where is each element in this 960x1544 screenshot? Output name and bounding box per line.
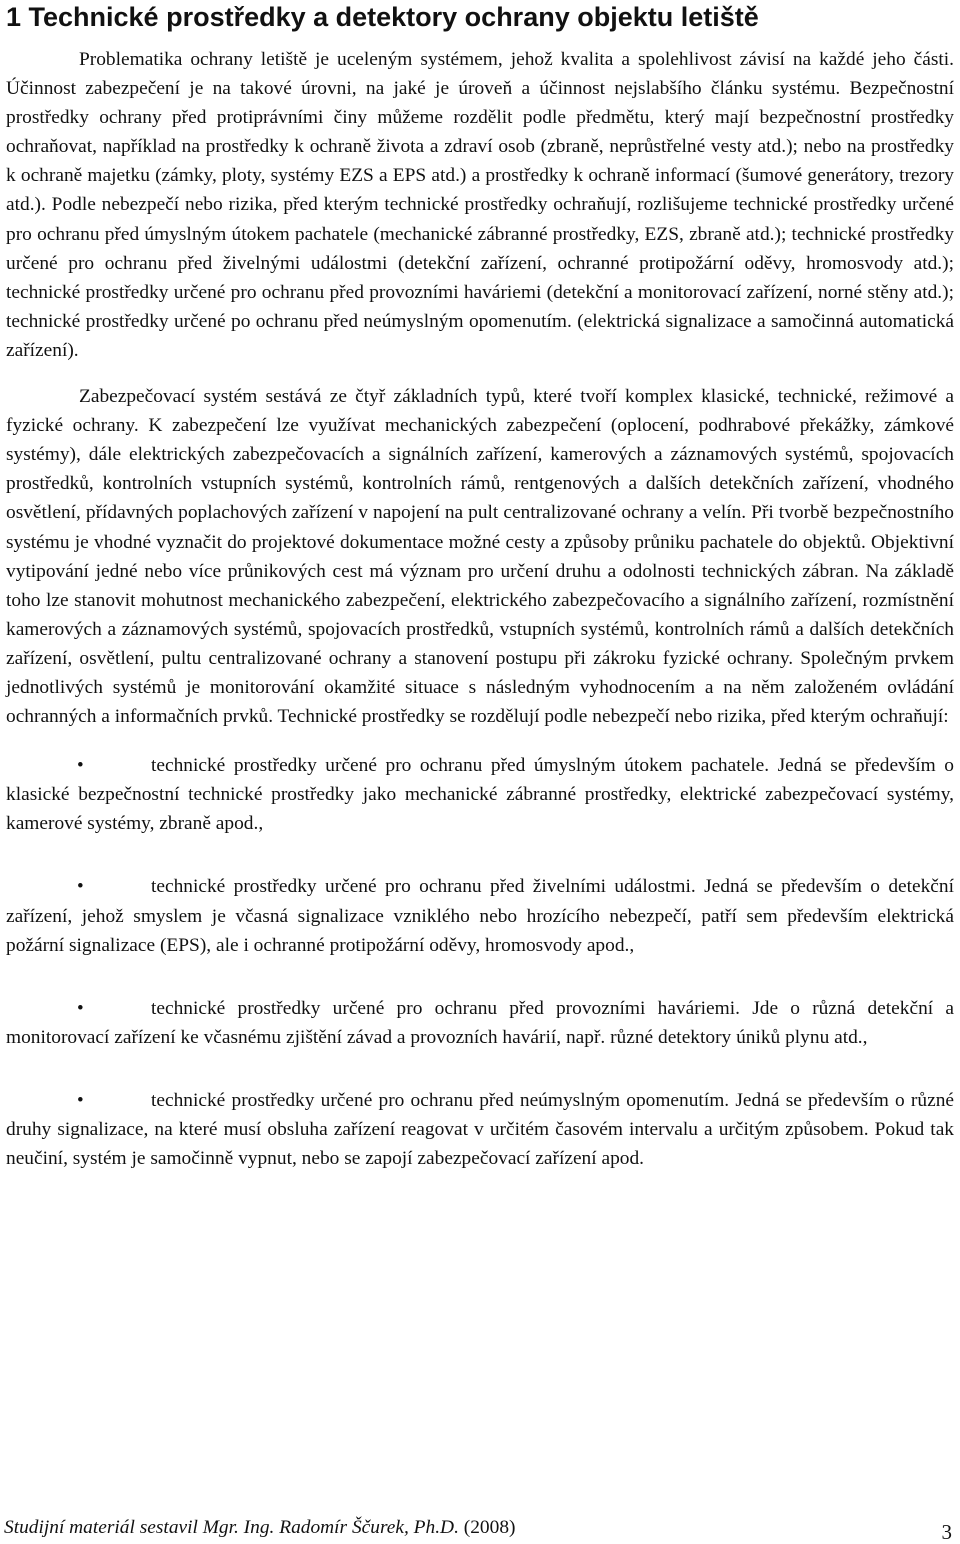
- bullet-icon: •: [77, 755, 84, 777]
- body-paragraph: Problematika ochrany letiště je uceleným systémem, jehož kvalita a spolehlivost závisí na každé jeho části. Účinnost zabezpečení je na takové úrovni, na jaké je úroveň a účinnost nejslabšího článku systému. Bezpečnostní prostředky ochrany před protiprávními činy můžeme rozdělit podle předmětu, který mají bezpečnostní prostředky ochraňovat, například na prostředky k ochraně života a zdraví osob (zbraně, neprůstřelné vesty atd.); nebo na prostředky k ochraně majetku (zámky, ploty, systémy EZS a EPS atd.) a prostředky k ochraně informací (šumové generátory, trezory atd.). Podle nebezpečí nebo rizika, před kterým technické prostředky ochraňují, rozlišujeme technické prostředky určené pro ochranu před úmyslným útokem pachatele (mechanické zábranné prostředky, EZS, zbraně atd.); technické prostředky určené pro ochranu před živelnými událostmi (detekční zařízení, ochranné protipožární oděvy, hromosvody atd.); technické prostředky určené pro ochranu před provozními haváriemi (detekční a monitorovací zařízení, norné stěny atd.); technické prostředky určené po ochranu před neúmyslným opomenutím. (elektrická signalizace a samočinná automatická zařízení).: [6, 49, 954, 361]
- footer-author: Studijní materiál sestavil Mgr. Ing. Radomír Ščurek, Ph.D.: [4, 1517, 459, 1538]
- list-item: [6, 751, 954, 838]
- list-item-text: technické prostředky určené pro ochranu před úmyslným útokem pachatele. Jedná se především o klasické bezpečnostní technické prostředky jako mechanické zábranné prostředky, elektrické zabezpečovací systémy, kamerové systémy, zbraně apod.,: [6, 755, 954, 835]
- list-item-text: technické prostředky určené pro ochranu před živelními událostmi. Jedná se především o detekční zařízení, jehož smyslem je včasná signalizace vzniklého nebo hrozícího nebezpečí, patří sem především elektrická požární signalizace (EPS), ale i ochranné protipožární oděvy, hromosvody apod.,: [6, 876, 954, 956]
- page-footer: [4, 1516, 954, 1544]
- document-body: [6, 45, 954, 1173]
- section-heading: 1 Technické prostředky a detektory ochrany objektu letiště: [6, 2, 759, 32]
- bullet-icon: •: [77, 997, 84, 1019]
- bullet-icon: •: [77, 876, 84, 898]
- footer-year: (2008): [463, 1517, 516, 1538]
- list-item-text: technické prostředky určené pro ochranu před neúmyslným opomenutím. Jedná se především o různé druhy signalizace, na které musí obsluha zařízení reagovat v určitém časovém intervalu a určitým způsobem. Pokud tak neučiní, systém je samočinně vypnut, nebo se zapojí zabezpečovací zařízení apod.: [6, 1089, 954, 1170]
- list-item: [6, 1086, 954, 1173]
- page-number: 3: [941, 1520, 952, 1544]
- body-paragraph: Zabezpečovací systém sestává ze čtyř základních typů, které tvoří komplex klasické, technické, režimové a fyzické ochrany. K zabezpečení lze využívat mechanických zabezpečení (oplocení, podhrabové překážky, zámkové systémy), dále elektrických zabezpečovacích a signálních zařízení, kamerových a záznamových systémů, spojovacích prostředků, kontrolních vstupních systémů, kontrolních rámů, rentgenových a dalších detekčních zařízení, vhodného osvětlení, přídavných poplachových zařízení v napojení na pult centralizované ochrany a velín. Při tvorbě bezpečnostního systému je vhodné vyznačit do projektové dokumentace možné cesty a způsoby průniku pachatele do objektů. Objektivní vytipování jedné nebo více průnikových cest má význam pro určení druhu a odolnosti technických zábran. Na základě toho lze stanovit mohutnost mechanického zabezpečení, elektrického zabezpečovacího a signálního zařízení, rozmístnění kamerových a záznamových systémů, spojovacích prostředků, vstupních systémů, kontrolních rámů a dalších detekčních zařízení, osvětlení, pultu centralizované ochrany a stanovení postupu při zákroku fyzické ochrany. Společným prvkem jednotlivých systémů je monitorování okamžité situace s následným vyhodnocením a na něm založeném ovládání ochranných a informačních prvků. Technické prostředky se rozdělují podle nebezpečí nebo rizika, před kterým ochraňují:: [6, 386, 954, 728]
- bullet-icon: •: [77, 1089, 84, 1111]
- list-item: [6, 994, 954, 1052]
- bullet-list: [6, 751, 954, 1173]
- list-item: [6, 872, 954, 959]
- list-item-text: technické prostředky určené pro ochranu před provozními haváriemi. Jde o různá detekční a monitorovací zařízení ke včasnému zjištění závad a provozních havárií, např. různé detektory úniků plynu atd.,: [6, 997, 954, 1048]
